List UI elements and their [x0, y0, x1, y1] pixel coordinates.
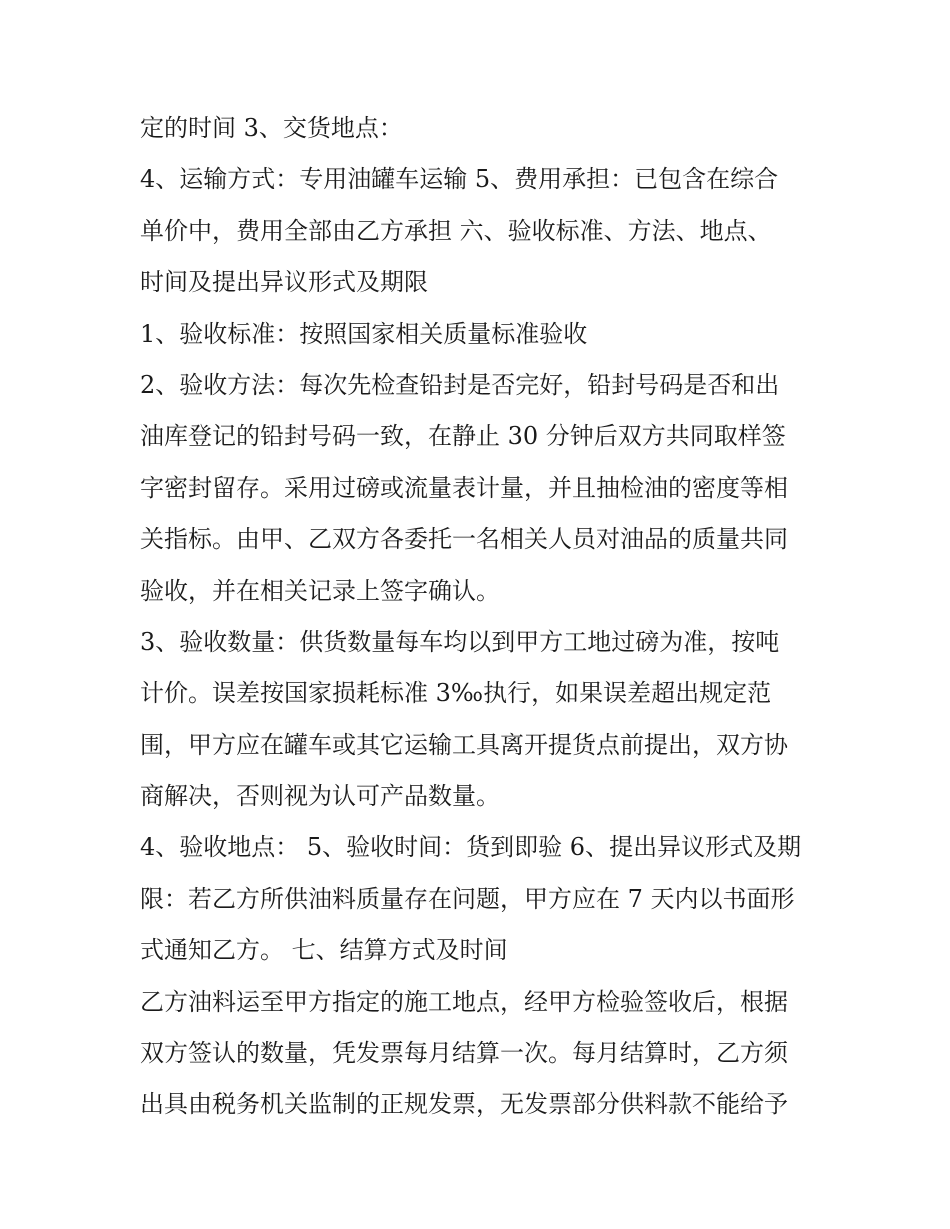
text-line: 商解决，否则视为认可产品数量。 — [140, 782, 500, 811]
text-line: 双方签认的数量，凭发票每月结算一次。每月结算时，乙方须 — [140, 1039, 788, 1068]
text-line: 限：若乙方所供油料质量存在问题，甲方应在 7 天内以书面形 — [140, 884, 795, 913]
text-line: 时间及提出异议形式及期限 — [140, 268, 428, 297]
text-line: 乙方油料运至甲方指定的施工地点，经甲方检验签收后，根据 — [140, 987, 788, 1016]
text-line: 计价。误差按国家损耗标准 3‰执行，如果误差超出规定范 — [140, 679, 772, 708]
text-line: 2、验收方法：每次先检查铅封是否完好，铅封号码是否和出 — [140, 370, 780, 399]
text-line: 单价中，费用全部由乙方承担 六、验收标准、方法、地点、 — [140, 216, 772, 245]
text-line: 4、验收地点： 5、验收时间：货到即验 6、提出异议形式及期 — [140, 833, 802, 862]
text-line: 关指标。由甲、乙双方各委托一名相关人员对油品的质量共同 — [140, 525, 788, 554]
document-page — [140, 103, 820, 1131]
text-line: 字密封留存。采用过磅或流量表计量，并且抽检油的密度等相 — [140, 473, 788, 502]
text-line: 3、验收数量：供货数量每车均以到甲方工地过磅为准，按吨 — [140, 627, 780, 656]
text-line: 验收，并在相关记录上签字确认。 — [140, 576, 500, 605]
text-line: 定的时间 3、交货地点： — [140, 114, 403, 142]
text-line: 围，甲方应在罐车或其它运输工具离开提货点前提出，双方协 — [140, 730, 788, 759]
text-line: 式通知乙方。 七、结算方式及时间 — [140, 936, 508, 965]
text-line: 1、验收标准：按照国家相关质量标准验收 — [140, 319, 588, 348]
text-line: 4、运输方式：专用油罐车运输 5、费用承担：已包含在综合 — [140, 165, 779, 194]
text-line: 油库登记的铅封号码一致，在静止 30 分钟后双方共同取样签 — [140, 422, 786, 451]
text-line: 出具由税务机关监制的正规发票，无发票部分供料款不能给予 — [140, 1090, 788, 1119]
